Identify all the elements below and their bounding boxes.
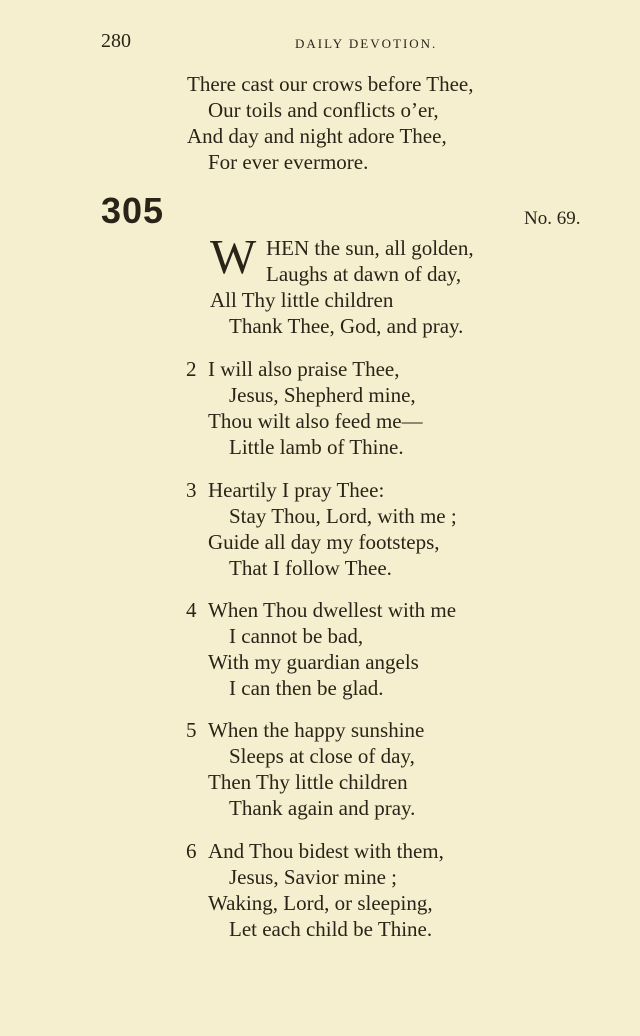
verse-number: 4 [186, 598, 197, 622]
verse-number: 2 [186, 357, 197, 381]
verse-line: Waking, Lord, or sleeping, [208, 891, 433, 915]
verse-line: Thank Thee, God, and pray. [229, 314, 464, 338]
verse-line: Thou wilt also feed me— [208, 409, 423, 433]
hymn-number: 305 [101, 190, 165, 231]
verse-line: Thank again and pray. [229, 796, 416, 820]
running-head: DAILY DEVOTION. [295, 36, 438, 51]
verse-line: I can then be glad. [229, 676, 384, 700]
verse-number: 5 [186, 718, 197, 742]
verse-line: Let each child be Thine. [229, 917, 433, 941]
verse-number: 6 [186, 839, 197, 863]
verse-number: 3 [186, 478, 197, 502]
verse-line: Jesus, Savior mine ; [229, 865, 397, 889]
verse-line: With my guardian angels [208, 650, 419, 674]
verse-line: Heartily I pray Thee: [208, 478, 385, 502]
verse-line: Sleeps at close of day, [229, 744, 415, 768]
verse-line: And Thou bidest with them, [208, 839, 444, 863]
verse-line: That I follow Thee. [229, 556, 392, 580]
page-number: 280 [101, 30, 131, 52]
tune-reference: No. 69. [524, 208, 581, 229]
verse-line: Stay Thou, Lord, with me ; [229, 504, 457, 528]
verse-line: Guide all day my footsteps, [208, 530, 440, 554]
previous-hymn-line: And day and night adore Thee, [187, 124, 447, 148]
drop-cap: W [210, 229, 255, 284]
verse-line: I will also praise Thee, [208, 357, 400, 381]
previous-hymn-line: Our toils and conflicts o’er, [208, 98, 439, 122]
verse-line: I cannot be bad, [229, 624, 364, 648]
verse-line: All Thy little children [210, 288, 394, 312]
verse-line: When Thou dwellest with me [208, 598, 457, 622]
previous-hymn-line: There cast our crows before Thee, [187, 72, 474, 96]
previous-hymn-line: For ever evermore. [208, 150, 369, 174]
verse-line: Jesus, Shepherd mine, [229, 383, 416, 407]
verse-line: Then Thy little children [208, 770, 408, 794]
page-header [0, 30, 640, 54]
verse-line: Little lamb of Thine. [229, 435, 404, 459]
verse-line: Laughs at dawn of day, [266, 262, 462, 286]
verse-line: HEN the sun, all golden, [266, 236, 474, 260]
verse-line: When the happy sunshine [208, 718, 425, 742]
